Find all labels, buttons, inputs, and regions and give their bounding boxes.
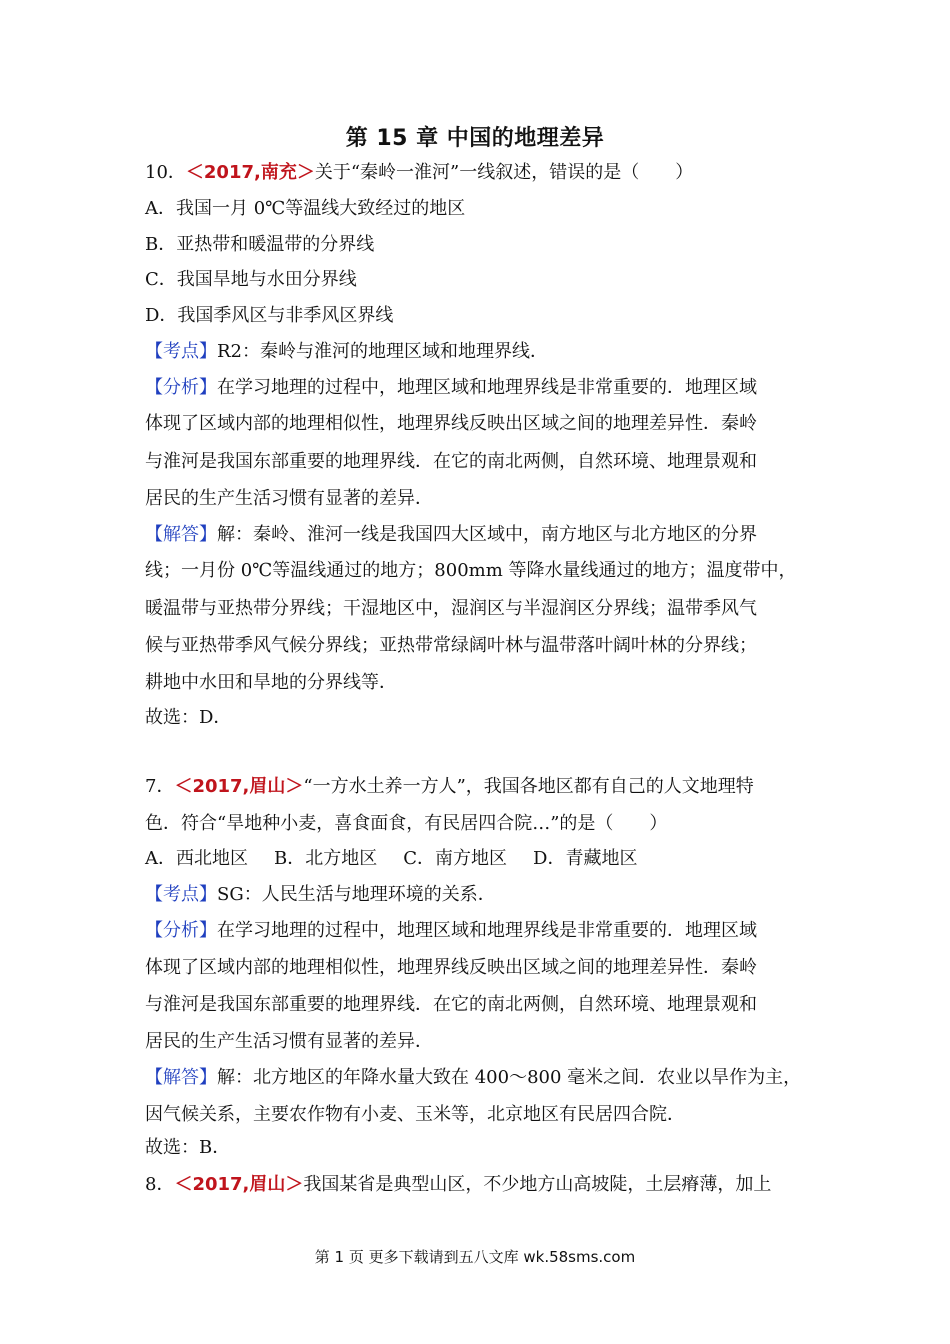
page-footer: 第 1 页 更多下载请到五八文库 wk.58sms.com	[314, 1248, 636, 1266]
q10-number: 10．	[145, 162, 186, 183]
q7-jieda-tag: 【解答】	[145, 1067, 217, 1088]
q10-jieda-line: 暖温带与亚热带分界线；干湿地区中，湿润区与半湿润区分界线；温带季风气	[145, 598, 757, 619]
q7-option-c: C．南方地区	[403, 848, 508, 869]
q10-jieda-line: 候与亚热带季风气候分界线；亚热带常绿阔叶林与温带落叶阔叶林的分界线；	[145, 635, 757, 656]
q7-stem	[145, 775, 754, 799]
q7-fenxi-tag: 【分析】	[145, 920, 217, 941]
q7-fenxi	[145, 919, 757, 943]
q7-answer: 故选：B．	[145, 1137, 231, 1158]
q8-source: ＜2017,眉山＞	[174, 1174, 304, 1195]
q10-kaodian-tag: 【考点】	[145, 341, 217, 362]
q10-fenxi-line: 在学习地理的过程中，地理区域和地理界线是非常重要的．地理区域	[217, 377, 757, 398]
q10-kaodian	[145, 340, 548, 364]
q10-jieda-line: 线；一月份 0℃等温线通过的地方；800mm 等降水量线通过的地方；温度带中，	[145, 560, 797, 581]
q7-source: ＜2017,眉山＞	[174, 776, 304, 797]
q10-fenxi-line: 居民的生产生活习惯有显著的差异．	[145, 488, 433, 509]
q7-stem-text: “一方水土养一方人”，我国各地区都有自己的人文地理特	[303, 776, 754, 797]
q7-kaodian-text: SG：人民生活与地理环境的关系．	[217, 884, 496, 905]
page-title: 第 15 章 中国的地理差异	[345, 126, 605, 151]
q10-fenxi-tag: 【分析】	[145, 377, 217, 398]
q10-jieda-tag: 【解答】	[145, 524, 217, 545]
q10-fenxi	[145, 376, 757, 400]
q8-number: 8．	[145, 1174, 175, 1195]
q10-stem-text: 关于“秦岭一淮河”一线叙述，错误的是（ ）	[314, 162, 694, 183]
q10-jieda-line: 解：秦岭、淮河一线是我国四大区域中，南方地区与北方地区的分界	[217, 524, 757, 545]
q7-fenxi-line: 与淮河是我国东部重要的地理界线．在它的南北两侧，自然环境、地理景观和	[145, 994, 757, 1015]
q7-fenxi-line: 体现了区域内部的地理相似性，地理界线反映出区域之间的地理差异性．秦岭	[145, 957, 757, 978]
q7-options	[145, 847, 637, 871]
q7-stem-line2: 色．符合“旱地种小麦，喜食面食，有民居四合院…”的是（ ）	[145, 813, 668, 834]
q8-stem	[145, 1173, 771, 1197]
q7-fenxi-line: 居民的生产生活习惯有显著的差异．	[145, 1031, 433, 1052]
q7-kaodian-tag: 【考点】	[145, 884, 217, 905]
q10-jieda	[145, 523, 757, 547]
q7-option-b: B．北方地区	[274, 848, 378, 869]
q10-kaodian-text: R2：秦岭与淮河的地理区域和地理界线．	[217, 341, 549, 362]
q10-option-d: D．我国季风区与非季风区界线	[145, 305, 394, 326]
q7-jieda	[145, 1066, 801, 1090]
q7-jieda-line: 因气候关系，主要农作物有小麦、玉米等，北京地区有民居四合院．	[145, 1104, 685, 1125]
q7-option-a: A．西北地区	[145, 848, 248, 869]
q10-answer: 故选：D．	[145, 707, 232, 728]
q10-option-a: A．我国一月 0℃等温线大致经过的地区	[145, 198, 466, 219]
q7-kaodian	[145, 883, 496, 907]
q7-number: 7．	[145, 776, 175, 797]
q10-option-b: B．亚热带和暖温带的分界线	[145, 234, 375, 255]
q7-jieda-line: 解：北方地区的年降水量大致在 400～800 毫米之间．农业以旱作为主，	[217, 1067, 802, 1088]
q10-source: ＜2017,南充＞	[185, 162, 315, 183]
q10-fenxi-line: 与淮河是我国东部重要的地理界线．在它的南北两侧，自然环境、地理景观和	[145, 451, 757, 472]
q10-stem	[145, 161, 693, 185]
q10-option-c: C．我国旱地与水田分界线	[145, 269, 357, 290]
q7-option-d: D．青藏地区	[533, 848, 638, 869]
q7-fenxi-line: 在学习地理的过程中，地理区域和地理界线是非常重要的．地理区域	[217, 920, 757, 941]
q8-stem-text: 我国某省是典型山区，不少地方山高坡陡，土层瘠薄，加上	[303, 1174, 772, 1195]
q10-fenxi-line: 体现了区域内部的地理相似性，地理界线反映出区域之间的地理差异性．秦岭	[145, 413, 757, 434]
q10-jieda-line: 耕地中水田和旱地的分界线等．	[145, 672, 397, 693]
